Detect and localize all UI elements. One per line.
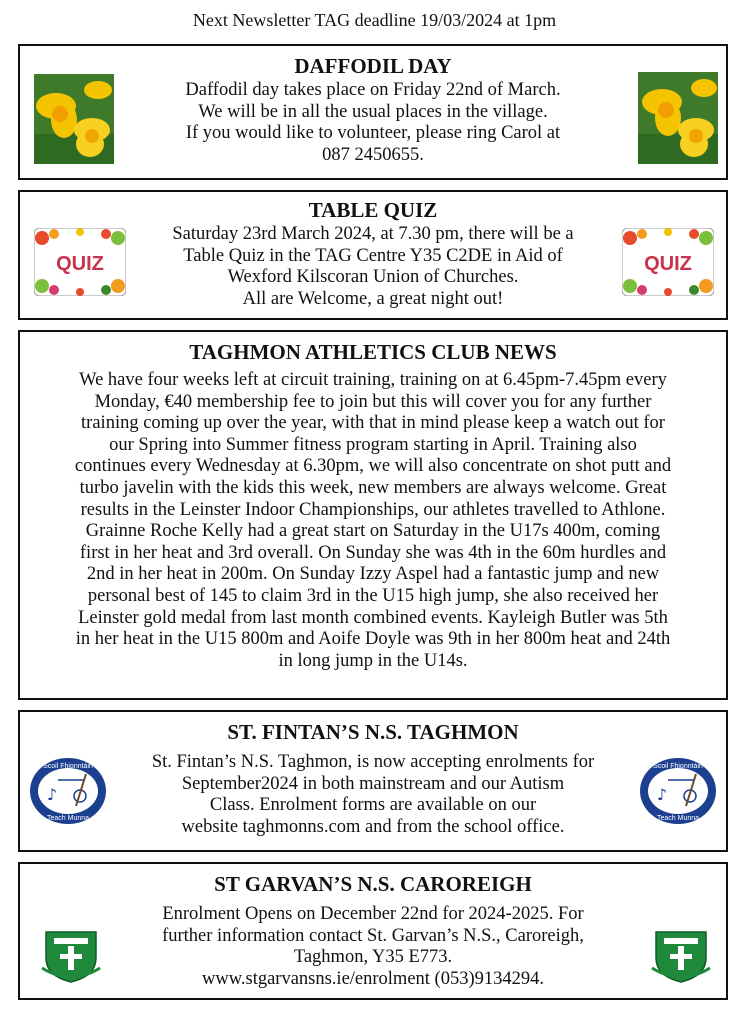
- daffodil-day-section: [18, 44, 728, 180]
- svg-text:Teach Munna: Teach Munna: [656, 815, 700, 822]
- section-title: TABLE QUIZ: [308, 198, 438, 222]
- st-fintans-section: [18, 710, 728, 852]
- section-title: ST GARVAN’S N.S. CAROREIGH: [214, 872, 532, 896]
- quiz-image-left: [34, 228, 126, 296]
- daffodil-image-left: [34, 74, 114, 164]
- svg-text:Teach Munna: Teach Munna: [46, 815, 90, 822]
- st-garvans-section: [18, 862, 728, 1000]
- st-fintans-crest-left: [28, 756, 108, 826]
- svg-text:Scoil Fhionntáin: Scoil Fhionntáin: [653, 763, 703, 770]
- daffodil-text: Daffodil day takes place on Friday 22nd of March. We will be in all the usual places in the village. If you would like to volunteer, please ring Carol at 087 2450655.: [185, 80, 561, 165]
- section-title: ST. FINTAN’S N.S. TAGHMON: [227, 720, 519, 744]
- svg-text:Scoil Fhionntáin: Scoil Fhionntáin: [43, 763, 93, 770]
- section-title: DAFFODIL DAY: [294, 54, 452, 78]
- newsletter-deadline: Next Newsletter TAG deadline 19/03/2024 at 1pm: [192, 10, 557, 30]
- quiz-text: Saturday 23rd March 2024, at 7.30 pm, there will be a Table Quiz in the TAG Centre Y35 C2DE in Aid of Wexford Kilscoran Union of Churches. All are Welcome, a great night out!: [172, 224, 574, 309]
- st-garvans-text: Enrolment Opens on December 22nd for 2024-2025. For further information contact St. Garvan’s N.S., Caroreigh, Taghmon, Y35 E773. www.stgarvansns.ie/enrolment (053)9134294.: [162, 904, 584, 989]
- table-quiz-section: [18, 190, 728, 320]
- daffodil-image-right: [638, 72, 718, 164]
- st-fintans-text: St. Fintan’s N.S. Taghmon, is now accepting enrolments for September2024 in both mainstream and our Autism Class. Enrolment forms are available on our website taghmonns.com and from the school office.: [151, 752, 595, 837]
- st-garvans-crest-right: [650, 928, 712, 984]
- athletics-club-section: [18, 330, 728, 700]
- section-title: TAGHMON ATHLETICS CLUB NEWS: [189, 340, 557, 364]
- svg-text:♪: ♪: [656, 785, 668, 804]
- st-garvans-crest-left: [40, 928, 102, 984]
- svg-text:♪: ♪: [46, 785, 58, 804]
- svg-text:QUIZ: QUIZ: [56, 253, 104, 275]
- st-fintans-crest-right: [638, 756, 718, 826]
- quiz-image-right: [622, 228, 714, 296]
- svg-text:QUIZ: QUIZ: [644, 253, 692, 275]
- athletics-text: We have four weeks left at circuit training, training on at 6.45pm-7.45pm every Monday, €40 membership fee to join but this will cover you for any further training coming up over the year, with that in mind please keep a watch out for our Spring into Summer fitness program starting in April. Training also continues every Wednesday at 6.30pm, we will also concentrate on shot putt and turbo javelin with the kids this week, new members are always welcome. Great results in the Leinster Indoor Championships, our athletes travelled to Athlone. Grainne Roche Kelly had a great start on Saturday in the U17s 400m, coming first in her heat and 3rd overall. On Sunday she was 4th in the 60m hurdles and 2nd in her heat in 200m. On Sunday Izzy Aspel had a fantastic jump and new personal best of 145 to claim 3rd in the U15 high jump, she also received her Leinster gold medal from last month combined events. Kayleigh Butler was 5th in her heat in the U15 800m and Aoife Doyle was 9th in her 800m heat and 24th in long jump in the U14s.: [74, 370, 672, 671]
